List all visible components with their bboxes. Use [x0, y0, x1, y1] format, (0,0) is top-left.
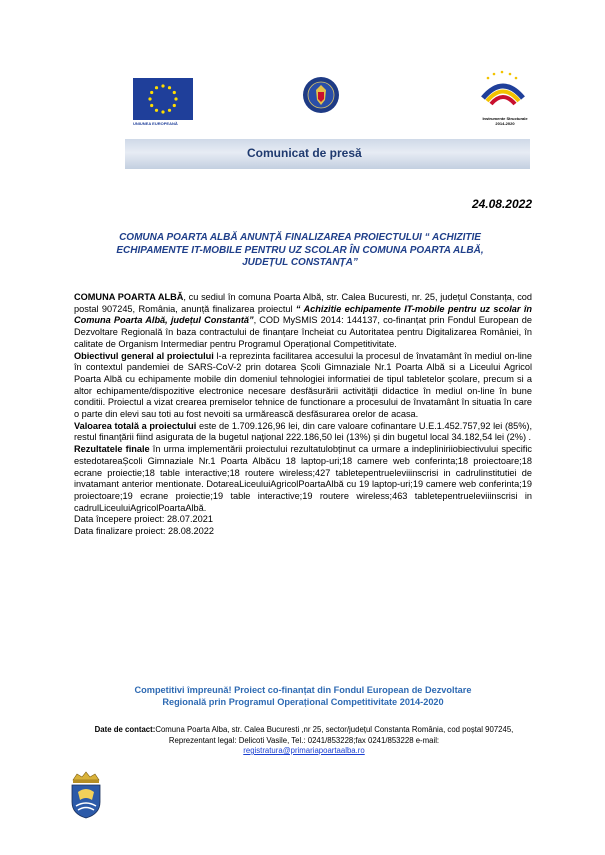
- slogan: Competitivi împreună! Proiect co-finanțat din Fondul European de Dezvoltare Regională prin Programul Operațional Competitivitate 2014-2020: [134, 685, 472, 707]
- banner-title: Comunicat de presă: [247, 146, 362, 160]
- contact-info: Date de contact:Comuna Poarta Alba, str. Calea Bucuresti ,nr 25, sector/județul Constanta România, cod poștal 907245, Reprezentant legal: Delicoti Vasile, Tel.: 0241/853228;fax 0241/853228 e-mail: registratura@primariapoartaalba.ro: [94, 725, 514, 755]
- end-date: Data finalizare proiect: 28.08.2022: [74, 526, 214, 537]
- structural-instruments-logo: [478, 70, 528, 114]
- paragraph-objective: Obiectivul general al proiectului l-a reprezinta facilitarea accesului la procesul de învatamânt în mediul on-line în contextul pandemiei de SARS-CoV-2 prin dotarea Școli Gimnaziale Nr.1 Poarta Albă si a Liceului Agricol Poarta Albă cu echipamente mobile din domeniul tehnologiei informatiei de tipul tabletelor școlare, precum si a altor echipamente/dispozitive electronice necesare desfăsurării activităţii didactice în mediul on-line în bune conditii. Proiectul a vizat crearea premiselor tehnice de functionare a procesului de învatamânt în situatia în care o parte din elevi sau toti au fost nevoiti sa urmărească desfăsurarea orelor de acasa.: [74, 350, 532, 420]
- paragraph-intro: COMUNA POARTA ALBĂ, cu sediul în comuna Poarta Albă, str. Calea Bucuresti, nr. 25, județul Constanța, cod postal 907245, România, anunță finalizarea proiectul “ Achizitie echipamente IT-mobile pentru uz scolar în Comuna Poarta Albă, județul Constantă”, COD MySMIS 2014: 144137, co-finanțat prin Fondul European de Dezvoltare Regională în baza contractului de finanțare încheiat cu Autoritatea pentru Digitalizarea României, în calitate de Organism Intermediar pentru Programul Operațional Competitivitate.: [74, 292, 533, 349]
- press-release-banner: [125, 139, 530, 169]
- paragraph-value: Valoarea totală a proiectului este de 1.709.126,96 lei, din care valoare cofinantare U.E.1.452.757,92 lei (85%), restul finanţării fiind asigurata de la bugetul naţional 222.186,50 lei (13%) și din bugetul local 34.182,54 lei (2%) .: [74, 420, 533, 443]
- eu-stars-icon: [133, 78, 193, 120]
- document-title: COMUNA POARTA ALBĂ ANUNȚĂ FINALIZAREA PROIECTULUI “ ACHIZITIE ECHIPAMENTE IT-MOBILE PENTRU UZ SCOLAR ÎN COMUNA POARTA ALBĂ, JUDEȚUL CONSTANȚA”: [116, 232, 484, 268]
- logo-bar: [0, 70, 605, 130]
- government-seal-logo: [302, 76, 340, 114]
- eu-caption: UNIUNEA EUROPEANĂ: [133, 121, 178, 126]
- paragraph-results: Rezultatele finale în urma implementării proiectului rezultatulobținut ca urmare a indepliniriiobiectivului specific estedotareaȘcoli Gimnaziale Nr.1 Poarta Albăcu 18 laptop-uri;18 camere web conferinta;18 proiectoare;18 ecrane proiectie;18 table interactive;18 routere wireless;427 tabletepentrueleviiinscrisi in cadrulinstitutiei de invatamant anterior mentionate. DotareaLiceuluiAgricolPoartaAlbă cu 19 laptop-uri;19 camere web conferinta;19 proiectoare;19 ecrane proiectie;19 table interactive;19 routere wireless;463 tabletepentrueleviiinscrisi in cadrulLiceuluiAgricolPoartaAlbă.: [74, 444, 532, 513]
- municipality-crest: [68, 770, 104, 820]
- start-date: Data începere proiect: 28.07.2021: [74, 514, 213, 525]
- structural-instruments-caption: Instrumente Structurale 2014-2020: [482, 116, 528, 126]
- document-date: 24.08.2022: [471, 197, 532, 211]
- document-body: [74, 292, 532, 538]
- eu-flag-logo: [133, 78, 193, 120]
- contact-email-link[interactable]: registratura@primariapoartaalba.ro: [243, 746, 365, 755]
